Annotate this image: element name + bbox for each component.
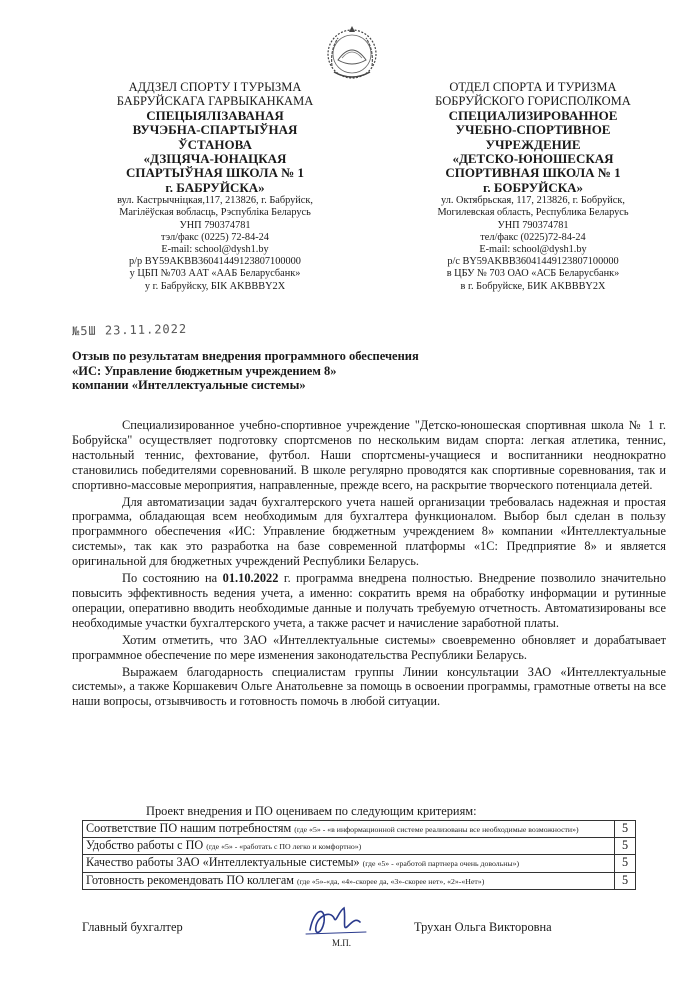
- bank-name: в ЦБУ № 703 ОАО «АСБ Беларусбанк»: [446, 268, 620, 280]
- table-row: [83, 821, 636, 838]
- org-name-line: СПОРТИВНАЯ ШКОЛА № 1: [445, 165, 621, 181]
- org-name-line: ЎСТАНОВА: [178, 136, 252, 152]
- org-name-line: г. БАБРУЙСКА»: [165, 179, 265, 195]
- criterion-score: 5: [615, 838, 636, 855]
- criterion-label: Соответствие ПО нашим потребностям: [86, 821, 292, 835]
- implementation-date: 01.10.2022: [222, 571, 279, 586]
- criterion-label: Готовность рекомендовать ПО коллегам: [86, 872, 294, 887]
- table-row: [83, 855, 636, 872]
- unp: УНП 790374781: [497, 219, 569, 231]
- org-name-line: «ДЕТСКО-ЮНОШЕСКАЯ: [452, 151, 614, 167]
- org-name-line: СПЕЦИАЛИЗИРОВАННОЕ: [448, 107, 618, 123]
- bank-account: р/с BY59AKBB36041449123807100000: [447, 256, 619, 268]
- handwritten-reference-number: №5Ш 23.11.2022: [71, 321, 188, 339]
- criterion-note: (где «5» - «работать с ПО легко и комфортно»): [206, 842, 362, 852]
- org-name-line: ВУЧЭБНА-СПАРТЫЎНАЯ: [132, 122, 298, 138]
- criterion-score: 5: [615, 872, 636, 889]
- criterion-note: (где «5» - «работой партнера очень довольны»): [362, 859, 520, 869]
- org-name-line: СПЕЦЫЯЛІЗАВАНАЯ: [146, 107, 284, 123]
- bank-name: у ЦБП №703 ААТ «ААБ Беларусбанк»: [129, 268, 301, 280]
- header-right: [398, 80, 668, 293]
- org-line: АДДЗЕЛ СПОРТУ І ТУРЫЗМА: [128, 80, 302, 94]
- body-paragraph: Для автоматизации задач бухгалтерского учета нашей организации требовалась надежная и простая программа, обладающая всем необходимым для бухгалтера функционалом. Выбор был сделан в пользу программного обеспечения «ИС: Управление бюджетным учреждением 8» компании «Интеллектуальные системы», так как это разработка на базе современной платформы «1С: Предприятие 8» и является оригинальной для бюджетных учреждений Республики Беларусь.: [72, 494, 666, 569]
- email: E-mail: school@dysh1.by: [479, 244, 587, 256]
- body-paragraph: Специализированное учебно-спортивное учреждение "Детско-юношеская спортивная школа № 1 г. Бобруйска" осуществляет подготовку спортсменов по нескольким видам спорта: легкая атлетика, теннис, настольный теннис, фехтование, футбол. Наши спортсмены-учащиеся и воспитанники неоднократно становились победителями соревнований. В школе регулярно проводятся как спортивные соревнования, так и спортивно-массовые мероприятия, направленные, прежде всего, на раскрытие творческого потенциала детей.: [72, 418, 666, 492]
- seal-placeholder: М.П.: [332, 938, 352, 948]
- bank-account: р/р BY59AKBB36041449123807100000: [129, 256, 301, 268]
- header-left: [80, 80, 350, 293]
- bank-name: у г. Бабруйску, БІК AKBBBY2X: [144, 280, 286, 292]
- org-line: БАБРУЙСКАГА ГАРВЫКАНКАМА: [116, 94, 314, 109]
- text-segment: По состоянию на: [122, 571, 223, 586]
- table-row: [83, 838, 636, 855]
- criterion-score: 5: [615, 855, 636, 872]
- org-name-line: УЧРЕЖДЕНИЕ: [485, 136, 581, 152]
- org-line: БОБРУЙСКОГО ГОРИСПОЛКОМА: [435, 94, 631, 109]
- subject-line: Отзыв по результатам внедрения программного обеспечения: [72, 349, 419, 363]
- org-name-line: СПАРТЫЎНАЯ ШКОЛА № 1: [125, 165, 305, 181]
- org-name-line: «ДЗІЦЯЧА-ЮНАЦКАЯ: [143, 151, 287, 167]
- criteria-table: [82, 820, 636, 890]
- signer-name: Трухан Ольга Викторовна: [414, 920, 552, 934]
- email: E-mail: school@dysh1.by: [161, 244, 269, 256]
- text-segment: г. программа внедрена полностью. Внедрение позволило значительно повысить эффективность ведения учета, а именно: сократить время на обработку информации и рутинные операции, оперативно вводить необходимые данные и получать требуемую отчетность. Автоматизированы все необходимые участки бухгалтерского учета, а также расчет и начисление заработной платы.: [72, 571, 666, 630]
- subject-line: «ИС: Управление бюджетным учреждением 8»: [72, 363, 337, 378]
- table-row: [83, 872, 636, 889]
- address-line: ул. Октябрьская, 117, 213826, г. Бобруйск,: [441, 195, 625, 207]
- criterion-cell: [83, 872, 615, 889]
- criterion-score: 5: [615, 821, 636, 838]
- address-line: Могилевская область, Республика Беларусь: [437, 207, 629, 219]
- phone: тел/факс (0225)72-84-24: [480, 231, 586, 243]
- unp: УНП 790374781: [179, 219, 251, 231]
- org-name-line: УЧЕБНО-СПОРТИВНОЕ: [455, 122, 611, 138]
- signer-title: Главный бухгалтер: [82, 920, 183, 934]
- criterion-cell: [83, 821, 615, 838]
- body-paragraph: Выражаем благодарность специалистам группы Линии консультации ЗАО «Интеллектуальные системы», а также Коршакевич Ольге Анатольевне за помощь в освоении программы, грамотные ответы на все наши вопросы, отзывчивость и готовность помочь в любой ситуации.: [72, 664, 666, 709]
- letter-subject: [72, 349, 419, 393]
- phone: тэл/факс (0225) 72-84-24: [161, 231, 269, 243]
- body-paragraph: Хотим отметить, что ЗАО «Интеллектуальные системы» своевременно обновляет и дорабатывает программное обеспечение по мере изменения законодательства Республики Беларусь.: [72, 632, 666, 662]
- subject-line: компании «Интеллектуальные системы»: [72, 378, 306, 392]
- criterion-cell: [83, 838, 615, 855]
- letter-body: [72, 418, 666, 711]
- org-name-line: г. БОБРУЙСКА»: [482, 179, 584, 195]
- criteria-intro: Проект внедрения и ПО оцениваем по следующим критериям:: [146, 804, 477, 818]
- body-paragraph: [72, 571, 666, 631]
- criterion-label: Удобство работы с ПО: [86, 838, 204, 853]
- criterion-note: (где «5» - «в информационной системе реализованы все необходимые возможности»): [294, 825, 579, 834]
- address-line: вул. Кастрычніцкая,117, 213826, г. Бабруйск,: [117, 195, 313, 207]
- criterion-note: (где «5»-«да, «4»-скорее да, «3»-скорее нет», «2»-«Нет»): [297, 876, 485, 886]
- org-line: ОТДЕЛ СПОРТА И ТУРИЗМА: [449, 80, 617, 94]
- state-emblem-icon: [324, 22, 380, 84]
- address-line: Магілёўская вобласць, Рэспубліка Беларусь: [119, 207, 311, 219]
- bank-name: в г. Бобруйске, БИК AKBBBY2X: [460, 280, 606, 292]
- criterion-cell: [83, 855, 615, 872]
- criterion-label: Качество работы ЗАО «Интеллектуальные системы»: [86, 855, 360, 870]
